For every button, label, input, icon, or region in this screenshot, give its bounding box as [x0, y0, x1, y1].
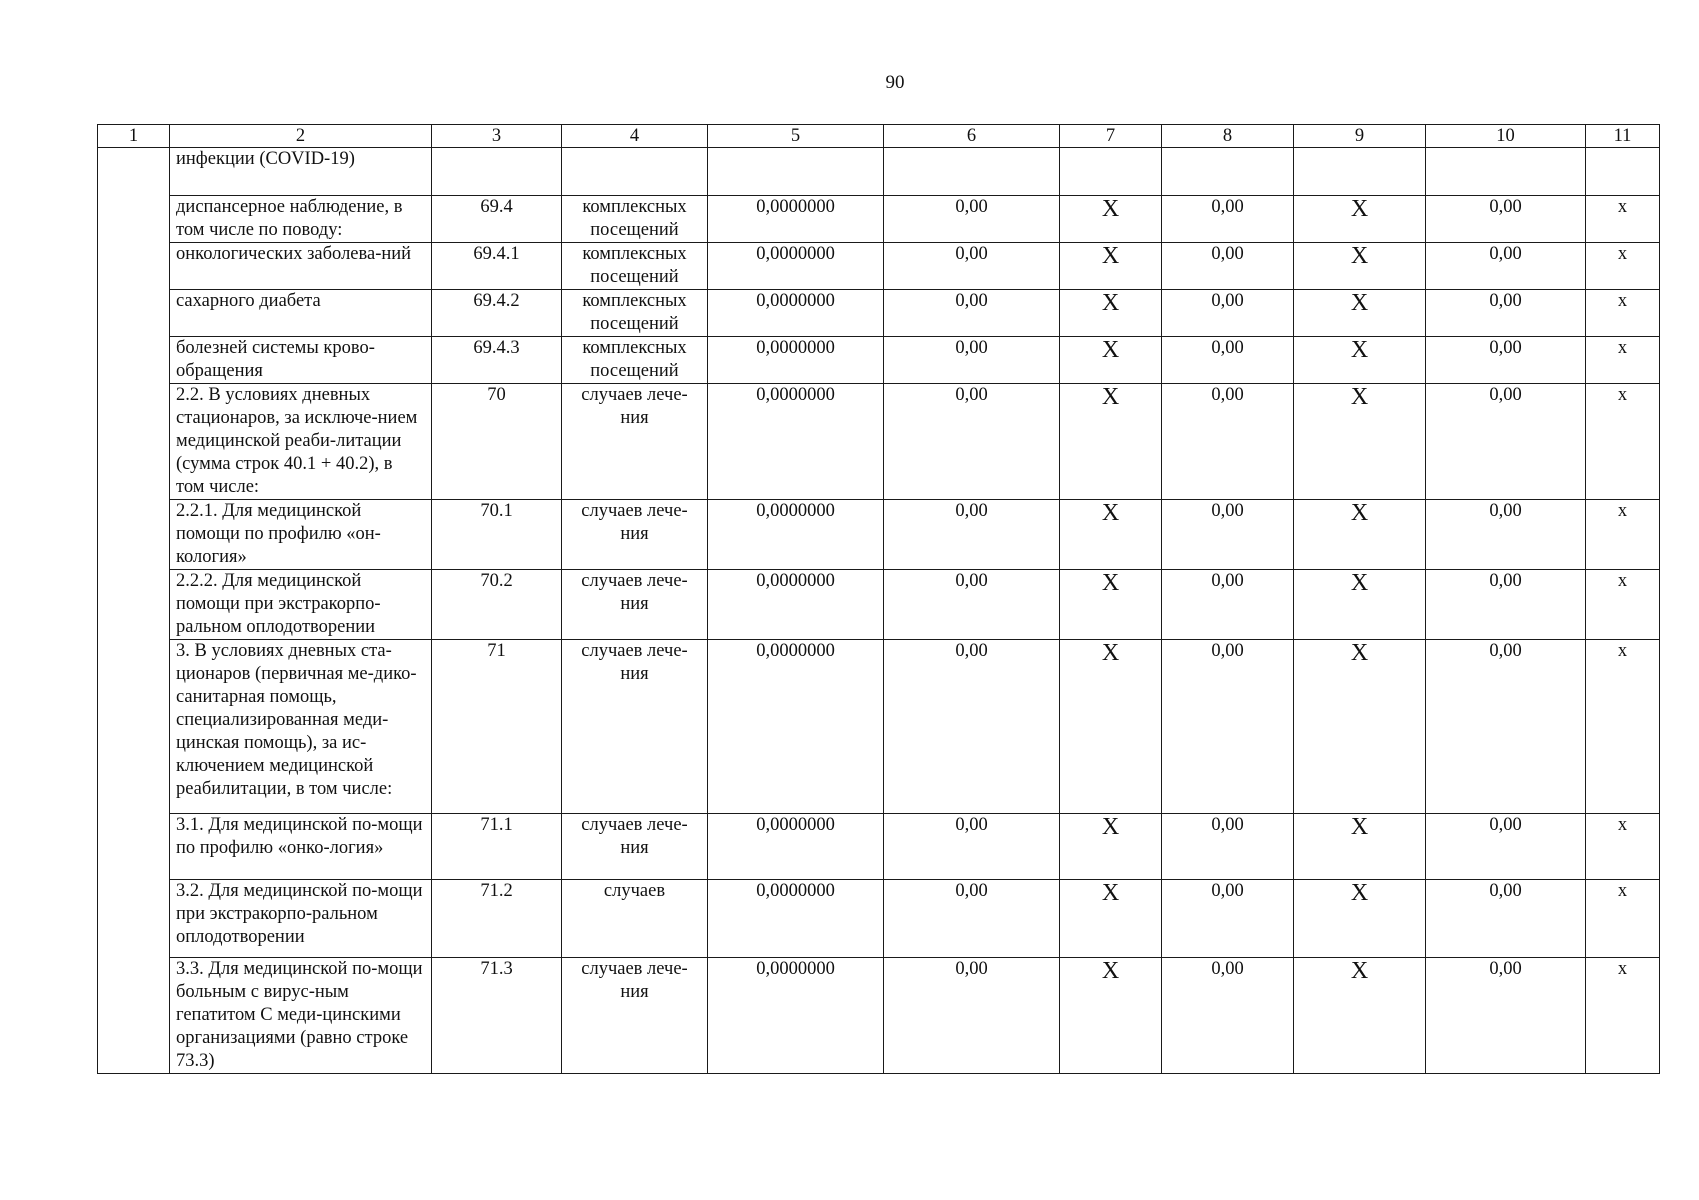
value-cell-col11: x	[1586, 814, 1660, 880]
table-row	[98, 640, 1660, 814]
table-row	[98, 500, 1660, 570]
value-cell-col5: 0,0000000	[708, 880, 884, 958]
row-code-cell: 71	[432, 640, 562, 814]
value-cell-col6: 0,00	[884, 570, 1060, 640]
unit-cell: комплексных посещений	[562, 337, 708, 384]
row-code-cell: 70	[432, 384, 562, 500]
value-cell-col10: 0,00	[1426, 337, 1586, 384]
value-cell-col9: X	[1294, 570, 1426, 640]
table-row	[98, 814, 1660, 880]
value-cell-col9: X	[1294, 500, 1426, 570]
value-cell-col9: X	[1294, 640, 1426, 814]
value-cell-col7: X	[1060, 880, 1162, 958]
table-row	[98, 290, 1660, 337]
value-cell-col5: 0,0000000	[708, 243, 884, 290]
row-code-cell: 69.4.3	[432, 337, 562, 384]
column-header-row	[98, 125, 1660, 148]
value-cell-col10	[1426, 148, 1586, 196]
unit-cell: случаев лече-ния	[562, 814, 708, 880]
value-cell-col5: 0,0000000	[708, 337, 884, 384]
row-code-cell: 69.4	[432, 196, 562, 243]
value-cell-col8	[1162, 148, 1294, 196]
value-cell-col7: X	[1060, 243, 1162, 290]
column-header: 1	[98, 125, 170, 148]
value-cell-col9	[1294, 148, 1426, 196]
data-table	[97, 124, 1660, 1074]
value-cell-col10: 0,00	[1426, 384, 1586, 500]
value-cell-col10: 0,00	[1426, 290, 1586, 337]
indicator-name-cell: инфекции (COVID-19)	[170, 148, 432, 196]
value-cell-col10: 0,00	[1426, 500, 1586, 570]
value-cell-col8: 0,00	[1162, 814, 1294, 880]
value-cell-col8: 0,00	[1162, 880, 1294, 958]
value-cell-col8: 0,00	[1162, 243, 1294, 290]
value-cell-col7: X	[1060, 337, 1162, 384]
value-cell-col7: X	[1060, 384, 1162, 500]
value-cell-col6: 0,00	[884, 196, 1060, 243]
value-cell-col6: 0,00	[884, 337, 1060, 384]
table-row	[98, 337, 1660, 384]
value-cell-col9: X	[1294, 243, 1426, 290]
indicator-name-cell: 3.3. Для медицинской по-мощи больным с вирус-ным гепатитом С меди-цинскими организациями (равно строке 73.3)	[170, 958, 432, 1074]
value-cell-col6	[884, 148, 1060, 196]
indicator-name-cell: 3.1. Для медицинской по-мощи по профилю «онко-логия»	[170, 814, 432, 880]
table-row	[98, 148, 1660, 196]
value-cell-col5: 0,0000000	[708, 814, 884, 880]
unit-cell: случаев	[562, 880, 708, 958]
indicator-name-cell: онкологических заболева-ний	[170, 243, 432, 290]
value-cell-col11: x	[1586, 570, 1660, 640]
value-cell-col6: 0,00	[884, 500, 1060, 570]
table-row	[98, 880, 1660, 958]
table-row	[98, 570, 1660, 640]
value-cell-col11: x	[1586, 640, 1660, 814]
value-cell-col11: x	[1586, 384, 1660, 500]
column-header: 10	[1426, 125, 1586, 148]
value-cell-col7: X	[1060, 196, 1162, 243]
table-row	[98, 243, 1660, 290]
column-header: 6	[884, 125, 1060, 148]
value-cell-col10: 0,00	[1426, 880, 1586, 958]
value-cell-col10: 0,00	[1426, 958, 1586, 1074]
value-cell-col7: X	[1060, 958, 1162, 1074]
row-code-cell	[432, 148, 562, 196]
value-cell-col6: 0,00	[884, 290, 1060, 337]
value-cell-col11: x	[1586, 337, 1660, 384]
table-row	[98, 958, 1660, 1074]
column-header: 8	[1162, 125, 1294, 148]
value-cell-col8: 0,00	[1162, 958, 1294, 1074]
value-cell-col9: X	[1294, 337, 1426, 384]
value-cell-col10: 0,00	[1426, 640, 1586, 814]
column-header: 5	[708, 125, 884, 148]
column-header: 4	[562, 125, 708, 148]
value-cell-col6: 0,00	[884, 814, 1060, 880]
indicator-name-cell: 2.2. В условиях дневных стационаров, за исключе-нием медицинской реаби-литации (сумма строк 40.1 + 40.2), в том числе:	[170, 384, 432, 500]
value-cell-col5: 0,0000000	[708, 196, 884, 243]
indicator-name-cell: 2.2.2. Для медицинской помощи при экстракорпо-ральном оплодотворении	[170, 570, 432, 640]
row-code-cell: 71.2	[432, 880, 562, 958]
value-cell-col8: 0,00	[1162, 384, 1294, 500]
value-cell-col8: 0,00	[1162, 337, 1294, 384]
column-header: 9	[1294, 125, 1426, 148]
row-code-cell: 70.1	[432, 500, 562, 570]
indicator-name-cell: 3. В условиях дневных ста-ционаров (первичная ме-дико-санитарная помощь, специализированная меди-цинская помощь), за ис-ключением медицинской реабилитации, в том числе:	[170, 640, 432, 814]
column-header: 3	[432, 125, 562, 148]
value-cell-col8: 0,00	[1162, 196, 1294, 243]
value-cell-col5: 0,0000000	[708, 500, 884, 570]
unit-cell: случаев лече-ния	[562, 570, 708, 640]
value-cell-col9: X	[1294, 814, 1426, 880]
value-cell-col11: x	[1586, 958, 1660, 1074]
value-cell-col10: 0,00	[1426, 570, 1586, 640]
value-cell-col5	[708, 148, 884, 196]
value-cell-col6: 0,00	[884, 384, 1060, 500]
value-cell-col10: 0,00	[1426, 196, 1586, 243]
value-cell-col8: 0,00	[1162, 500, 1294, 570]
unit-cell: случаев лече-ния	[562, 958, 708, 1074]
column-header: 7	[1060, 125, 1162, 148]
value-cell-col8: 0,00	[1162, 570, 1294, 640]
value-cell-col5: 0,0000000	[708, 570, 884, 640]
value-cell-col6: 0,00	[884, 640, 1060, 814]
row-code-cell: 71.1	[432, 814, 562, 880]
value-cell-col6: 0,00	[884, 958, 1060, 1074]
table-row	[98, 196, 1660, 243]
row-code-cell: 70.2	[432, 570, 562, 640]
column-header: 11	[1586, 125, 1660, 148]
value-cell-col8: 0,00	[1162, 640, 1294, 814]
value-cell-col11: x	[1586, 880, 1660, 958]
value-cell-col11: x	[1586, 196, 1660, 243]
value-cell-col7	[1060, 148, 1162, 196]
page-number: 90	[885, 72, 905, 93]
value-cell-col6: 0,00	[884, 243, 1060, 290]
value-cell-col7: X	[1060, 640, 1162, 814]
unit-cell: случаев лече-ния	[562, 640, 708, 814]
indicator-name-cell: диспансерное наблюдение, в том числе по поводу:	[170, 196, 432, 243]
value-cell-col9: X	[1294, 958, 1426, 1074]
value-cell-col9: X	[1294, 196, 1426, 243]
row-code-cell: 69.4.1	[432, 243, 562, 290]
value-cell-col9: X	[1294, 290, 1426, 337]
table-body	[98, 148, 1660, 1074]
unit-cell: случаев лече-ния	[562, 384, 708, 500]
value-cell-col7: X	[1060, 290, 1162, 337]
value-cell-col11: x	[1586, 500, 1660, 570]
column-header: 2	[170, 125, 432, 148]
value-cell-col11	[1586, 148, 1660, 196]
indicator-name-cell: сахарного диабета	[170, 290, 432, 337]
indicator-name-cell: 3.2. Для медицинской по-мощи при экстракорпо-ральном оплодотворении	[170, 880, 432, 958]
value-cell-col7: X	[1060, 570, 1162, 640]
value-cell-col11: x	[1586, 290, 1660, 337]
unit-cell: комплексных посещений	[562, 290, 708, 337]
value-cell-col8: 0,00	[1162, 290, 1294, 337]
value-cell-col9: X	[1294, 384, 1426, 500]
value-cell-col5: 0,0000000	[708, 384, 884, 500]
indicator-name-cell: болезней системы крово-обращения	[170, 337, 432, 384]
value-cell-col5: 0,0000000	[708, 290, 884, 337]
value-cell-col9: X	[1294, 880, 1426, 958]
value-cell-col6: 0,00	[884, 880, 1060, 958]
unit-cell	[562, 148, 708, 196]
value-cell-col10: 0,00	[1426, 243, 1586, 290]
unit-cell: случаев лече-ния	[562, 500, 708, 570]
value-cell-col5: 0,0000000	[708, 640, 884, 814]
value-cell-col5: 0,0000000	[708, 958, 884, 1074]
table-row	[98, 384, 1660, 500]
value-cell-col7: X	[1060, 500, 1162, 570]
unit-cell: комплексных посещений	[562, 196, 708, 243]
value-cell-col7: X	[1060, 814, 1162, 880]
value-cell-col10: 0,00	[1426, 814, 1586, 880]
indicator-name-cell: 2.2.1. Для медицинской помощи по профилю «он-кология»	[170, 500, 432, 570]
row-code-cell: 71.3	[432, 958, 562, 1074]
unit-cell: комплексных посещений	[562, 243, 708, 290]
row-group-cell	[98, 148, 170, 1074]
value-cell-col11: x	[1586, 243, 1660, 290]
row-code-cell: 69.4.2	[432, 290, 562, 337]
